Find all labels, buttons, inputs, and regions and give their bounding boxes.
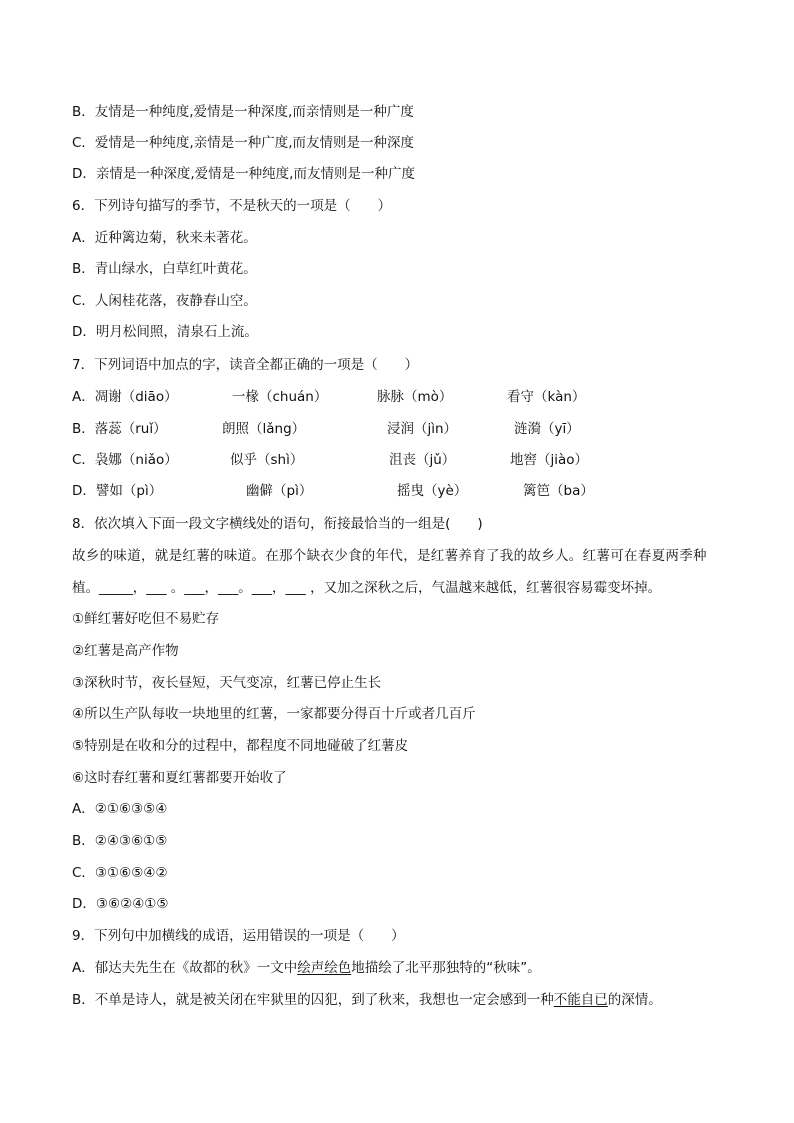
q8-option-a: A．②①⑥③⑤④ — [72, 801, 168, 817]
q8-option-b: B．②④③⑥①⑤ — [72, 833, 168, 849]
q5-option-c: C．爱情是一种纯度,亲情是一种广度,而友情则是一种深度 — [72, 135, 415, 151]
q8-sentence-2: ②红薯是高产作物 — [72, 643, 179, 659]
q8-option-d: D．③⑥②④①⑤ — [72, 896, 169, 912]
q7-b-word-3: 浸润（jìn） — [387, 421, 458, 437]
q7-d-word-2: 幽僻（pì） — [246, 483, 313, 499]
q8-sentence-6: ⑥这时春红薯和夏红薯都要开始收了 — [72, 770, 287, 786]
q8-option-c: C．③①⑥⑤④② — [72, 865, 168, 881]
q7-b-word-4: 涟漪（yī） — [514, 421, 580, 437]
q7-c-word-1: C．袅娜（niǎo） — [72, 452, 178, 468]
q9-a-text-before: A．郁达夫先生在《故都的秋》一文中 — [72, 960, 298, 976]
q7-a-word-3: 脉脉（mò） — [377, 389, 453, 405]
q6-option-a: A．近种篱边菊，秋来未著花。 — [72, 230, 257, 246]
question-8: 8．依次填入下面一段文字横线处的语句，衔接最恰当的一组是( ) — [72, 516, 483, 532]
q5-option-b: B．友情是一种纯度,爱情是一种深度,而亲情则是一种广度 — [72, 104, 414, 120]
q7-a-word-4: 看守（kàn） — [507, 389, 586, 405]
question-7: 7．下列词语中加点的字，读音全都正确的一项是（ ） — [72, 357, 419, 373]
question-9: 9．下列句中加横线的成语，运用错误的一项是（ ） — [72, 928, 405, 944]
q6-option-d: D．明月松间照，清泉石上流。 — [72, 324, 258, 340]
q7-c-word-4: 地窖（jiào） — [510, 452, 589, 468]
q9-a-text-after: 地描绘了北平那独特的“秋味”。 — [351, 960, 541, 976]
q9-option-a — [72, 958, 541, 978]
q6-option-c: C．人闲桂花落，夜静春山空。 — [72, 293, 257, 309]
q9-b-text-after: 的深情。 — [607, 992, 662, 1008]
q7-b-word-1: B．落蕊（ruǐ） — [72, 421, 167, 437]
question-6: 6．下列诗句描写的季节，不是秋天的一项是（ ） — [72, 198, 392, 214]
q8-passage-line-1: 故乡的味道，就是红薯的味道。在那个缺衣少食的年代，是红薯养育了我的故乡人。红薯可在春夏两季种 — [72, 548, 707, 564]
q6-option-b: B．青山绿水，白草红叶黄花。 — [72, 261, 257, 277]
q5-option-d: D．亲情是一种深度,爱情是一种纯度,而友情则是一种广度 — [72, 166, 415, 182]
q7-a-word-2: 一椽（chuán） — [232, 389, 328, 405]
q7-b-word-2: 朗照（lǎng） — [222, 421, 306, 437]
q8-passage-line-2: 植。_____，___ 。___，___。___，___ ，又加之深秋之后，气温越来越低，红薯很容易霉变坏掉。 — [72, 580, 662, 596]
q7-a-word-1: A．凋谢（diāo） — [72, 389, 178, 405]
q9-b-text-before: B．不单是诗人，就是被关闭在牢狱里的囚犯，到了秋来，我想也一定会感到一种 — [72, 992, 554, 1008]
q8-sentence-4: ④所以生产队每收一块地里的红薯，一家都要分得百十斤或者几百斤 — [72, 706, 476, 722]
q8-sentence-1: ①鲜红薯好吃但不易贮存 — [72, 611, 220, 627]
q8-sentence-5: ⑤特别是在收和分的过程中，都程度不同地碰破了红薯皮 — [72, 738, 409, 754]
q7-d-word-4: 篱笆（ba） — [523, 483, 594, 499]
q9-option-b — [72, 990, 662, 1010]
q9-a-underlined-idiom: 绘声绘色 — [297, 960, 352, 976]
q7-d-word-3: 摇曳（yè） — [397, 483, 468, 499]
q7-c-word-2: 似乎（shì） — [230, 452, 304, 468]
q7-c-word-3: 沮丧（jǔ） — [389, 452, 456, 468]
q8-sentence-3: ③深秋时节，夜长昼短，天气变凉，红薯已停止生长 — [72, 675, 382, 691]
q7-d-word-1: D．譬如（pì） — [72, 483, 163, 499]
q9-b-underlined-idiom: 不能自已 — [553, 992, 608, 1008]
